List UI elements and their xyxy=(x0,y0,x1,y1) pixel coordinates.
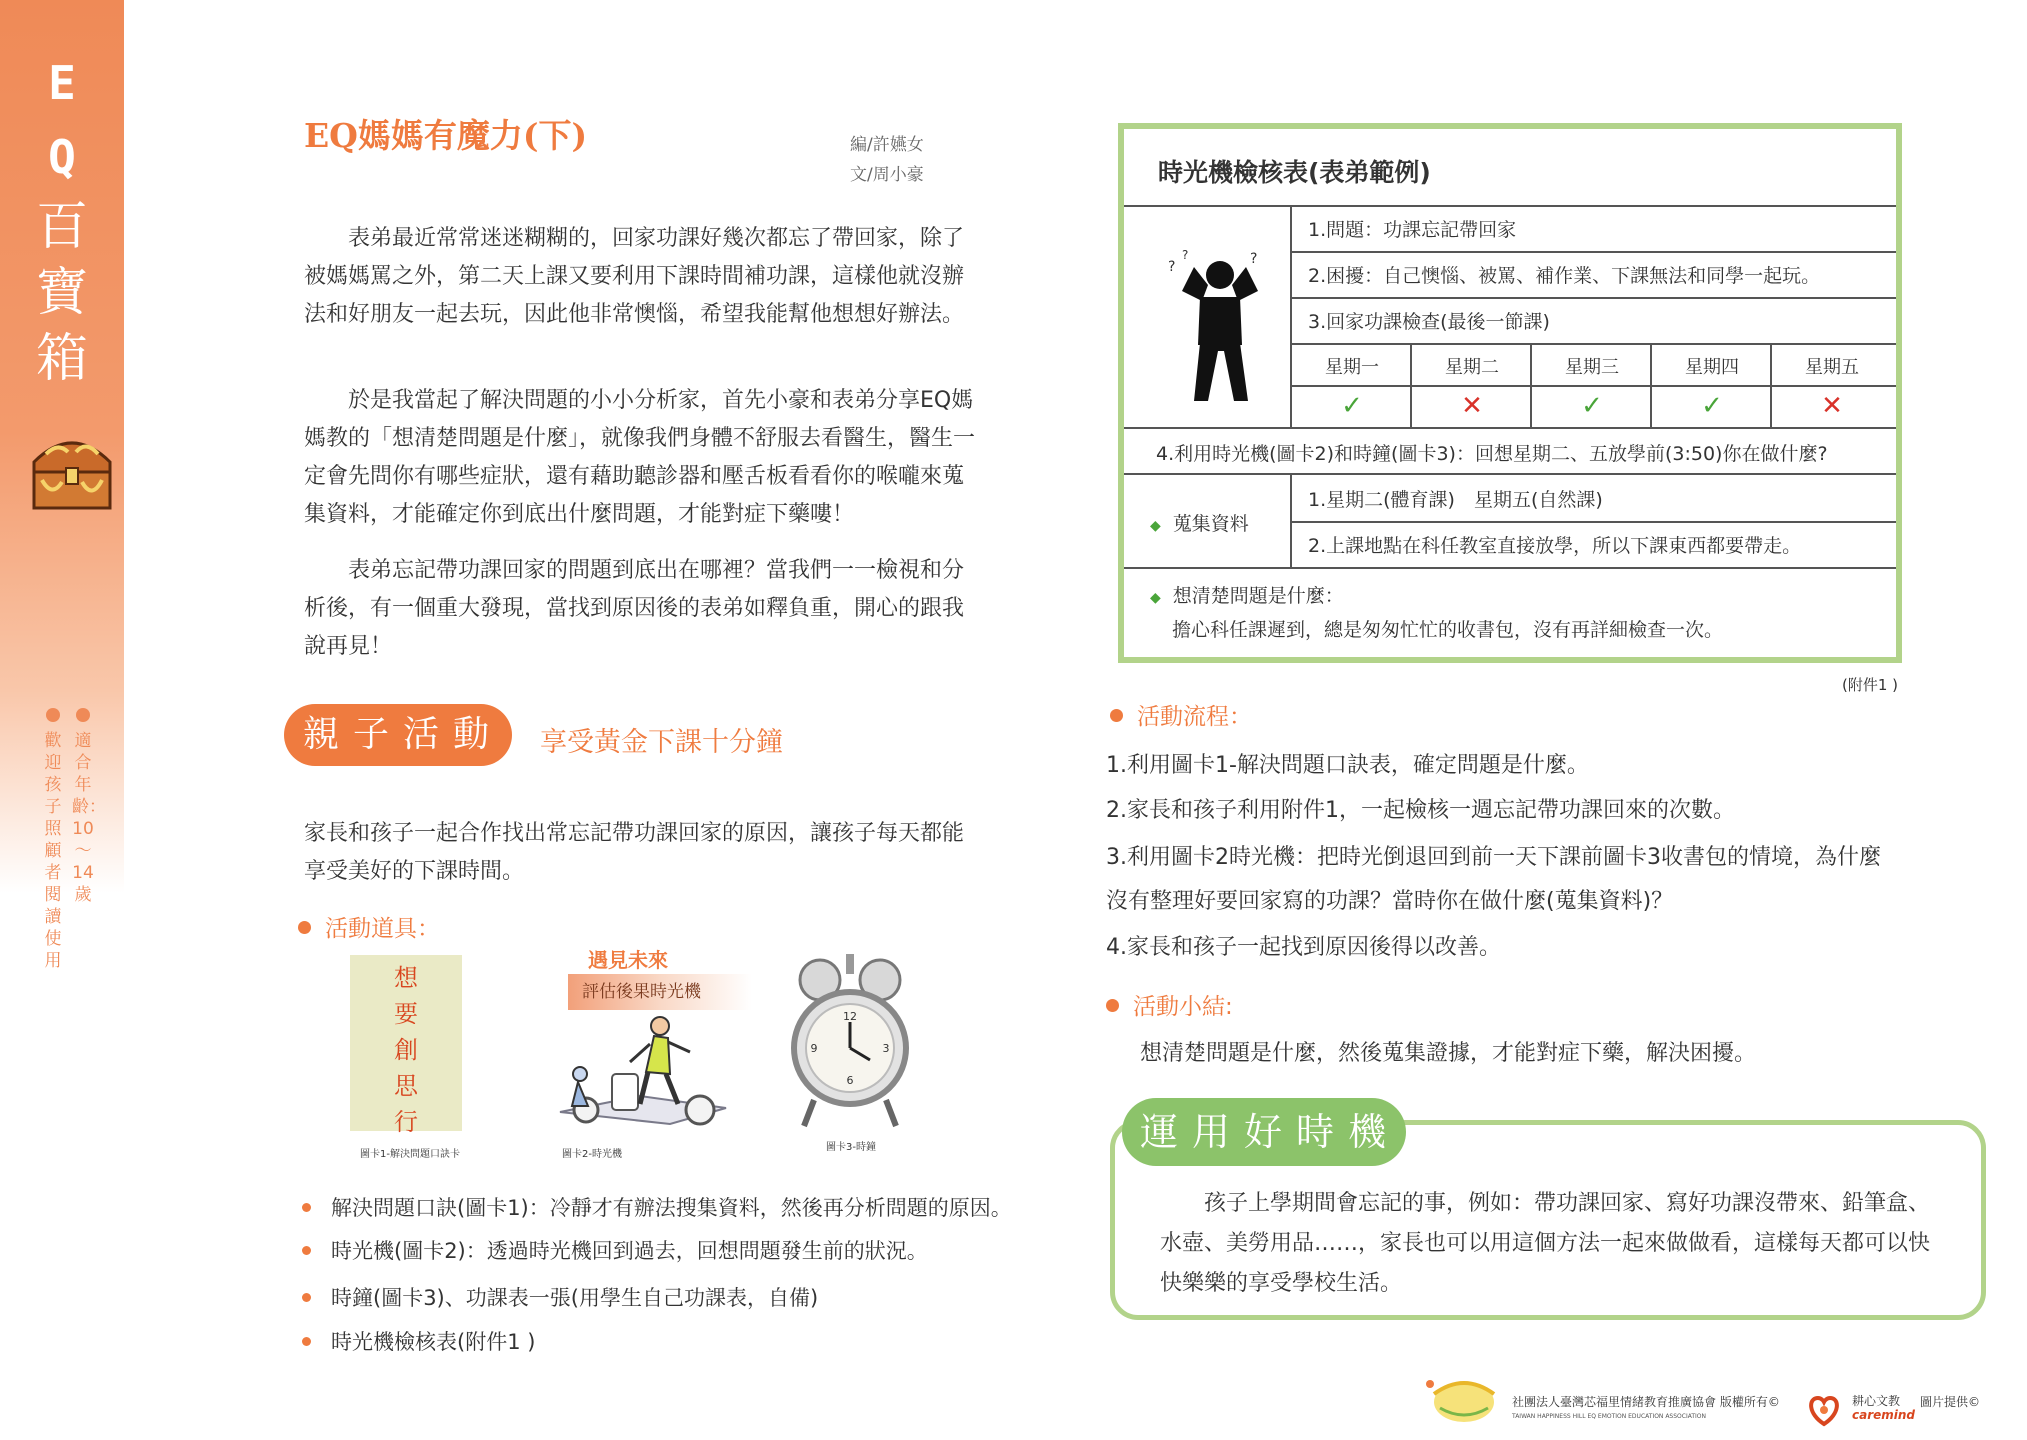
sidebar xyxy=(0,0,124,1440)
tool-item-text: 時鐘(圖卡3)、功課表一張(用學生自己功課表，自備) xyxy=(331,1286,819,1310)
card2-title: 遇見未來 xyxy=(588,948,668,972)
card2-band xyxy=(568,974,752,1010)
day-label-mon: 星期一 xyxy=(1325,357,1379,378)
card1-char-4: 思 xyxy=(394,1072,418,1100)
day-mark-thu: ✓ xyxy=(1701,391,1723,421)
bullet-dot xyxy=(302,1246,311,1255)
svg-text:9: 9 xyxy=(810,1042,818,1055)
checklist-divider xyxy=(1124,427,1896,429)
svg-text:12: 12 xyxy=(843,1010,857,1023)
age-note-dot xyxy=(76,708,90,722)
annex-note: (附件1 ) xyxy=(1842,676,1899,694)
flow-step: 1.利用圖卡1-解決問題口訣表，確定問題是什麼。 xyxy=(1106,753,1589,778)
tools-heading xyxy=(298,910,440,943)
checklist-divider xyxy=(1290,521,1896,523)
checklist-divider xyxy=(1124,567,1896,569)
svg-text:?: ? xyxy=(1168,259,1176,275)
checklist-divider xyxy=(1290,251,1896,253)
day-mark-tue: ✕ xyxy=(1461,391,1483,421)
day-label-tue: 星期二 xyxy=(1445,357,1499,378)
day-mark-wed: ✓ xyxy=(1581,391,1603,421)
byline-editor: 編/許嬿女 xyxy=(850,135,924,155)
checklist-item-3: 3.回家功課檢查(最後一節課) xyxy=(1308,311,1550,333)
day-label-wed: 星期三 xyxy=(1565,357,1619,378)
article-paragraph-3 xyxy=(304,552,976,666)
summary-heading xyxy=(1106,988,1233,1021)
footer-brand: 耕心文教 xyxy=(1852,1394,1901,1408)
think-label xyxy=(1150,581,1344,608)
summary-heading-dot xyxy=(1106,999,1119,1012)
think-text: 擔心科任課遲到，總是匆匆忙忙的收書包，沒有再詳細檢查一次。 xyxy=(1172,619,1724,641)
tip-text: 孩子上學期間會忘記的事，例如：帶功課回家、寫好功課沒帶來、鉛筆盒、水壺、美勞用品……，家長也可以用這個方法一起來做做看，這樣每天都可以快快樂樂的享受學校生活。 xyxy=(1160,1191,1931,1296)
footer-credit: 圖片提供© xyxy=(1920,1395,1981,1409)
card1-char-5: 行 xyxy=(394,1108,418,1136)
bullet-dot xyxy=(302,1203,311,1212)
byline-writer: 文/周小豪 xyxy=(850,165,924,185)
caption-card-2: 圖卡2-時光機 xyxy=(562,1149,622,1160)
diamond-icon: ◆ xyxy=(1150,518,1161,534)
activity-subtitle: 享受黃金下課十分鐘 xyxy=(540,727,783,758)
sidebar-title-char-2: 寶 xyxy=(35,263,88,323)
footer-org-english: TAIWAN HAPPINESS HILL EQ EMOTION EDUCATION ASSOCIATION xyxy=(1512,1413,1707,1420)
footer-brand-english: caremind xyxy=(1852,1408,1916,1422)
summary-heading-text: 活動小結: xyxy=(1133,994,1233,1020)
time-machine-illustration-icon xyxy=(550,1012,736,1134)
article-paragraph-3-text: 表弟忘記帶功課回家的問題到底出在哪裡？當我們一一檢視和分析後，有一個重大發現，當找到原因後的表弟如釋負重，開心的跟我說再見！ xyxy=(304,558,965,659)
flow-step: 4.家長和孩子一起找到原因後得以改善。 xyxy=(1106,935,1501,960)
time-machine-checklist xyxy=(1118,123,1902,663)
flow-step: 沒有整理好要回家寫的功課？當時你在做什麼(蒐集資料)？ xyxy=(1106,889,1674,914)
flow-heading-text: 活動流程： xyxy=(1137,704,1252,730)
checklist-divider xyxy=(1124,473,1896,475)
day-label-thu: 星期四 xyxy=(1685,357,1739,378)
day-mark-mon: ✓ xyxy=(1341,391,1363,421)
flow-step: 2.家長和孩子利用附件1，一起檢核一週忘記帶功課回來的次數。 xyxy=(1106,798,1735,823)
diamond-icon: ◆ xyxy=(1150,590,1161,606)
checklist-item-2: 2.困擾：自己懊惱、被罵、補作業、下課無法和同學一起玩。 xyxy=(1308,265,1821,287)
reader-note-dot xyxy=(46,708,60,722)
tool-item-text: 解決問題口訣(圖卡1)：冷靜才有辦法搜集資料，然後再分析問題的原因。 xyxy=(331,1196,1012,1220)
evidence-item-1: 1.星期二(體育課) 星期五(自然課) xyxy=(1308,489,1603,511)
tools-heading-dot xyxy=(298,921,311,934)
caption-card-1: 圖卡1-解決問題口訣卡 xyxy=(360,1149,460,1160)
day-mark-fri: ✕ xyxy=(1821,391,1843,421)
tool-item xyxy=(302,1326,535,1356)
svg-text:?: ? xyxy=(1182,248,1189,262)
svg-text:6: 6 xyxy=(846,1074,854,1087)
article-paragraph-2 xyxy=(304,382,976,534)
worried-person-icon xyxy=(1154,241,1284,411)
card-problem-solving-motto xyxy=(350,955,462,1136)
bullet-dot xyxy=(302,1337,311,1346)
sidebar-title-char-1: 百 xyxy=(35,197,88,257)
treasure-chest-icon xyxy=(28,428,116,514)
tools-heading-text: 活動道具： xyxy=(325,916,440,942)
alarm-clock-icon xyxy=(790,950,910,1130)
think-label-text: 想清楚問題是什麼： xyxy=(1172,585,1344,607)
flow-heading-dot xyxy=(1110,709,1123,722)
card2-band-text: 評估後果時光機 xyxy=(582,982,701,1002)
checklist-divider xyxy=(1290,385,1896,387)
summary-text: 想清楚問題是什麼，然後蒐集證據，才能對症下藥，解決困擾。 xyxy=(1140,1041,1757,1066)
reader-note-text: 歡迎孩子照顧者閱讀使用 xyxy=(44,731,62,971)
checklist-divider xyxy=(1124,205,1896,207)
evidence-item-2: 2.上課地點在科任教室直接放學，所以下課東西都要帶走。 xyxy=(1308,535,1802,557)
checklist-item-4: 4.利用時光機(圖卡2)和時鐘(圖卡3)：回想星期二、五放學前(3:50)你在做什麼? xyxy=(1156,443,1828,465)
evidence-label xyxy=(1150,509,1249,536)
card1-char-1: 想 xyxy=(394,964,418,992)
article-title: EQ媽媽有魔力(下) xyxy=(304,116,588,155)
checklist-title: 時光機檢核表(表弟範例) xyxy=(1158,158,1431,187)
caption-card-3: 圖卡3-時鐘 xyxy=(826,1142,876,1153)
caremind-logo-icon xyxy=(1804,1388,1844,1428)
sidebar-title-char-3: 箱 xyxy=(35,329,88,389)
tool-item-text: 時光機(圖卡2)：透過時光機回到過去，回想問題發生前的狀況。 xyxy=(331,1239,928,1263)
evidence-label-text: 蒐集資料 xyxy=(1172,513,1249,535)
svg-text:3: 3 xyxy=(882,1042,890,1055)
sidebar-title-q: Q xyxy=(48,130,76,184)
activity-intro: 家長和孩子一起合作找出常忘記帶功課回家的原因，讓孩子每天都能享受美好的下課時間。 xyxy=(304,821,965,884)
age-note-text: 適合年齡：10～14歲 xyxy=(72,731,106,905)
association-logo-icon xyxy=(1420,1372,1504,1426)
activity-badge: 親子活動 xyxy=(284,704,512,766)
article-paragraph-1-text: 表弟最近常常迷迷糊糊的，回家功課好幾次都忘了帶回家，除了被媽媽罵之外，第二天上課又要利用下課時間補功課，這樣他就沒辦法和好朋友一起去玩，因此他非常懊惱，希望我能幫他想想好辦法。 xyxy=(304,226,965,327)
tool-item xyxy=(302,1282,818,1312)
day-label-fri: 星期五 xyxy=(1805,357,1859,378)
svg-text:?: ? xyxy=(1250,251,1258,267)
bullet-dot xyxy=(302,1293,311,1302)
card1-char-2: 要 xyxy=(394,1000,418,1028)
age-note xyxy=(72,708,106,906)
sidebar-title xyxy=(0,46,124,392)
tool-item xyxy=(302,1235,928,1265)
article-paragraph-2-text: 於是我當起了解決問題的小小分析家，首先小豪和表弟分享EQ媽媽教的「想清楚問題是什麼」，就像我們身體不舒服去看醫生，醫生一定會先問你有哪些症狀，還有藉助聽診器和壓舌板看看你的喉嚨來蒐集資料，才能確定你到底出什麼問題，才能對症下藥嘍！ xyxy=(304,388,976,527)
tool-item xyxy=(302,1192,1012,1222)
reader-note xyxy=(42,708,64,972)
checklist-vdivider xyxy=(1290,473,1292,567)
checklist-divider xyxy=(1290,297,1896,299)
flow-heading xyxy=(1110,698,1252,731)
article-paragraph-1 xyxy=(304,220,976,334)
checklist-divider xyxy=(1290,343,1896,345)
checklist-item-1: 1.問題：功課忘記帶回家 xyxy=(1308,219,1517,241)
tip-badge: 運用好時機 xyxy=(1122,1098,1406,1166)
sidebar-title-e: E xyxy=(48,56,76,110)
flow-step: 3.利用圖卡2時光機：把時光倒退回到前一天下課前圖卡3收書包的情境，為什麼 xyxy=(1106,845,1881,870)
footer-copyright: 社團法人臺灣芯福里情緒教育推廣協會 版權所有© xyxy=(1512,1395,1780,1409)
tool-item-text: 時光機檢核表(附件1 ) xyxy=(331,1330,536,1354)
card1-char-3: 創 xyxy=(394,1036,418,1064)
